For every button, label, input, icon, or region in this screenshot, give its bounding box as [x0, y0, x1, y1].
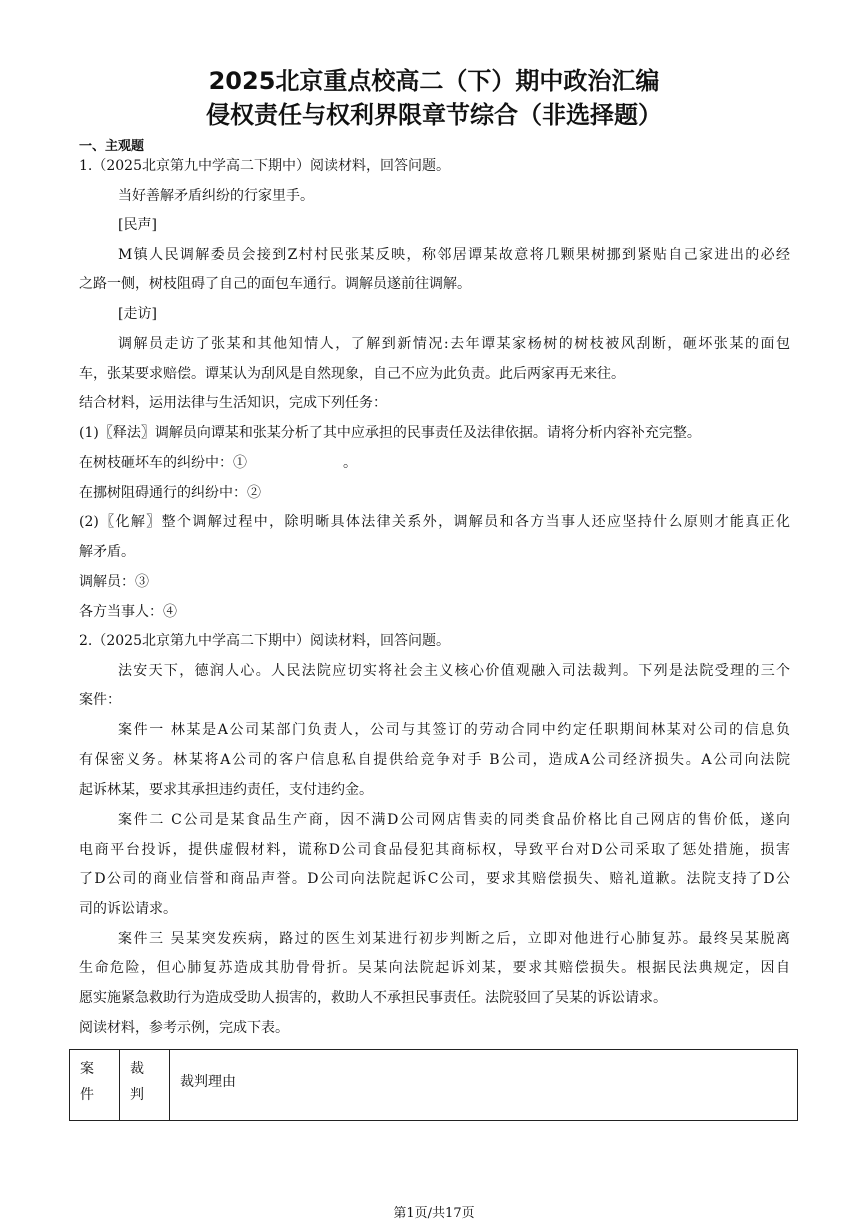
page-title: 2025北京重点校高二（下）期中政治汇编	[208, 67, 660, 95]
case-2-line: 案件二 C公司是某食品生产商，因不满D公司网店售卖的同类食品价格比自己网店的售价低，遂向	[118, 812, 790, 828]
case-2-line: 司的诉讼请求。	[79, 901, 177, 917]
table-header-case-char: 件	[80, 1087, 94, 1103]
table-header-verdict-char: 裁	[130, 1061, 144, 1077]
section-heading: 一、主观题	[79, 139, 145, 154]
case-2-line: 了D公司的商业信誉和商品声誉。D公司向法院起诉C公司，要求其赔偿损失、赔礼道歉。法院支持了D公	[79, 871, 790, 887]
question-1-intro: 当好善解矛盾纠纷的行家里手。	[118, 188, 314, 204]
question-2-intro-line: 法安天下，德润人心。人民法院应切实将社会主义核心价值观融入司法裁判。下列是法院受理的三个	[118, 663, 790, 679]
page-footer: 第1页/共17页	[393, 1206, 475, 1221]
question-1-stem: 1.（2025北京第九中学高二下期中）阅读材料，回答问题。	[79, 158, 450, 174]
sub-question-1: (1)〖释法〗调解员向谭某和张某分析了其中应承担的民事责任及法律依据。请将分析内容补充完整。	[79, 425, 701, 441]
tag-zoufang: [走访]	[118, 306, 157, 322]
minsheng-paragraph-line: M镇人民调解委员会接到Z村村民张某反映，称邻居谭某故意将几颗果树挪到紧贴自己家进出的必经	[118, 247, 790, 263]
zoufang-paragraph-line: 调解员走访了张某和其他知情人，了解到新情况:去年谭某家杨树的树枝被风刮断，砸坏张某的面包	[118, 336, 790, 352]
answer-blank-2: 在挪树阻碍通行的纠纷中：②	[79, 485, 261, 501]
sub-question-2-line: (2)〖化解〗整个调解过程中，除明晰具体法律关系外，调解员和各方当事人还应坚持什么原则才能真正化	[79, 514, 790, 530]
case-2-line: 电商平台投诉，提供虚假材料，谎称D公司食品侵犯其商标权，导致平台对D公司采取了惩处措施，损害	[79, 842, 790, 858]
question-2-intro-line: 案件：	[79, 692, 121, 708]
tag-minsheng: [民声]	[118, 217, 157, 233]
sub-question-2-line: 解矛盾。	[79, 544, 135, 560]
table-instruction: 阅读材料，参考示例，完成下表。	[79, 1020, 289, 1036]
question-2-stem: 2.（2025北京第九中学高二下期中）阅读材料，回答问题。	[79, 633, 450, 649]
case-1-line: 案件一 林某是A公司某部门负责人，公司与其签订的劳动合同中约定任职期间林某对公司的信息负	[118, 722, 790, 738]
answer-blank-1-label: 在树枝砸坏车的纠纷中：①	[79, 455, 247, 471]
case-3-line: 案件三 吴某突发疾病，路过的医生刘某进行初步判断之后，立即对他进行心肺复苏。最终吴某脱离	[118, 931, 790, 947]
table-header-row	[70, 1050, 798, 1121]
table-header-verdict-char: 判	[130, 1087, 144, 1103]
case-3-line: 生命危险，但心肺复苏造成其肋骨骨折。吴某向法院起诉刘某，要求其赔偿损失。根据民法典规定，因自	[79, 960, 790, 976]
case-1-line: 有保密义务。林某将A公司的客户信息私自提供给竞争对手 B公司，造成A公司经济损失。A公司向法院	[79, 752, 790, 768]
answer-blank-1-end: 。	[343, 455, 357, 471]
table-header-reason: 裁判理由	[170, 1050, 798, 1121]
answer-blank-1	[79, 453, 357, 473]
table-header-verdict	[120, 1050, 170, 1121]
answer-blank-4: 各方当事人：④	[79, 604, 177, 620]
answer-table	[69, 1049, 798, 1121]
case-3-line: 愿实施紧急救助行为造成受助人损害的，救助人不承担民事责任。法院驳回了吴某的诉讼请求。	[79, 990, 667, 1006]
page-subtitle: 侵权责任与权利界限章节综合（非选择题）	[206, 101, 662, 129]
task-instruction: 结合材料，运用法律与生活知识，完成下列任务：	[79, 395, 387, 411]
table-header-case	[70, 1050, 120, 1121]
zoufang-paragraph-line: 车，张某要求赔偿。谭某认为刮风是自然现象，自己不应为此负责。此后两家再无来往。	[79, 366, 625, 382]
answer-blank-3: 调解员：③	[79, 574, 149, 590]
case-1-line: 起诉林某，要求其承担违约责任，支付违约金。	[79, 782, 373, 798]
minsheng-paragraph-line: 之路一侧，树枝阻碍了自己的面包车通行。调解员遂前往调解。	[79, 276, 471, 292]
table-header-case-char: 案	[80, 1061, 94, 1077]
